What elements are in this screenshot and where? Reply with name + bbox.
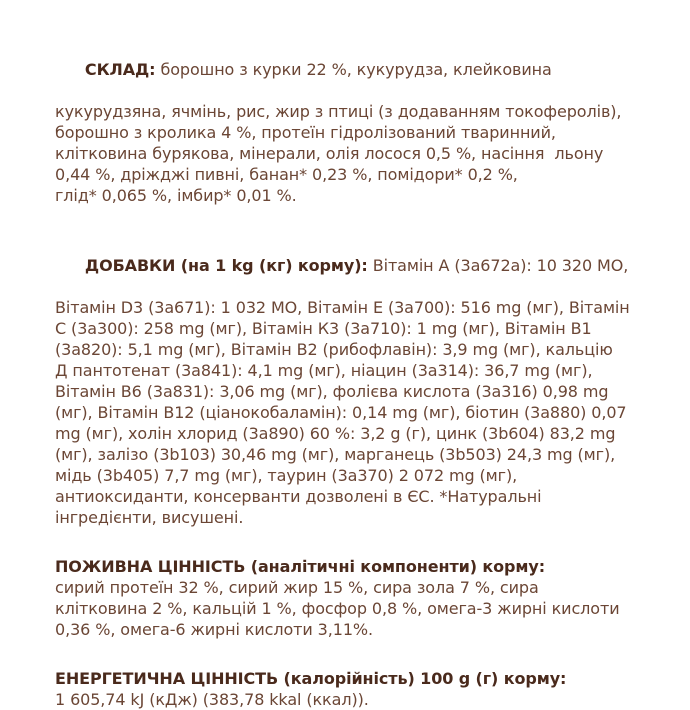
energy-label: ЕНЕРГЕТИЧНА ЦІННІСТЬ (калорійність) 100 g (г) корму: bbox=[55, 669, 567, 688]
additives-line: mg (мг), холін хлорид (3а890) 60 %: 3,2 g (г), цинк (3b604) 83,2 mg bbox=[55, 424, 616, 443]
nutrition-line: сирий протеїн 32 %, сирий жир 15 %, сира зола 7 %, сира bbox=[55, 578, 539, 597]
additives-line: (мг), залізо (3b103) 30,46 mg (мг), марганець (3b503) 24,3 mg (мг), bbox=[55, 445, 616, 464]
additives-line: Д пантотенат (3а841): 4,1 mg (мг), ніацин (3а314): 36,7 mg (мг), bbox=[55, 361, 593, 380]
additives-line: мідь (3b405) 7,7 mg (мг), таурин (3а370) 2 072 mg (мг), bbox=[55, 466, 518, 485]
composition-line: борошно з кролика 4 %, протеїн гідролізований тваринний, bbox=[55, 123, 556, 142]
additives-line: (3а820): 5,1 mg (мг), Вітамін В2 (рибофлавін): 3,9 mg (мг), кальцію bbox=[55, 340, 613, 359]
composition-line: 0,44 %, дріжджі пивні, банан* 0,23 %, помідори* 0,2 %, bbox=[55, 165, 518, 184]
energy-line: 1 605,74 kJ (кДж) (383,78 kkal (ккал)). bbox=[55, 690, 369, 709]
energy-section bbox=[55, 668, 660, 710]
additives-section bbox=[55, 234, 660, 528]
composition-line: глід* 0,065 %, імбир* 0,01 %. bbox=[55, 186, 297, 205]
composition-section bbox=[55, 38, 660, 206]
composition-label: СКЛАД: bbox=[84, 60, 156, 79]
nutrition-line: клітковина 2 %, кальцій 1 %, фосфор 0,8 %, омега-3 жирні кислоти bbox=[55, 599, 620, 618]
additives-line: Вітамін А (3а672а): 10 320 МО, bbox=[367, 256, 629, 275]
nutrition-line: 0,36 %, омега-6 жирні кислоти 3,11%. bbox=[55, 620, 373, 639]
additives-line: інгредієнти, висушені. bbox=[55, 508, 244, 527]
additives-line: Вітамін D3 (3а671): 1 032 МО, Вітамін Е (3а700): 516 mg (мг), Вітамін bbox=[55, 298, 630, 317]
composition-line: клітковина бурякова, мінерали, олія лосося 0,5 %, насіння льону bbox=[55, 144, 604, 163]
additives-label: ДОБАВКИ (на 1 kg (кг) корму): bbox=[84, 256, 368, 275]
additives-line: С (3а300): 258 mg (мг), Вітамін К3 (3а710): 1 mg (мг), Вітамін В1 bbox=[55, 319, 592, 338]
additives-line: (мг), Вітамін В12 (ціанокобаламін): 0,14 mg (мг), біотин (3а880) 0,07 bbox=[55, 403, 627, 422]
additives-line: Вітамін В6 (3а831): 3,06 mg (мг), фолієва кислота (3а316) 0,98 mg bbox=[55, 382, 609, 401]
nutrition-label: ПОЖИВНА ЦІННІСТЬ (аналітичні компоненти) корму: bbox=[55, 557, 546, 576]
composition-line: борошно з курки 22 %, кукурудза, клейковина bbox=[155, 60, 552, 79]
nutrition-section bbox=[55, 556, 660, 640]
additives-line: антиоксиданти, консерванти дозволені в ЄС. *Натуральні bbox=[55, 487, 542, 506]
composition-line: кукурудзяна, ячмінь, рис, жир з птиці (з додаванням токоферолів), bbox=[55, 102, 622, 121]
